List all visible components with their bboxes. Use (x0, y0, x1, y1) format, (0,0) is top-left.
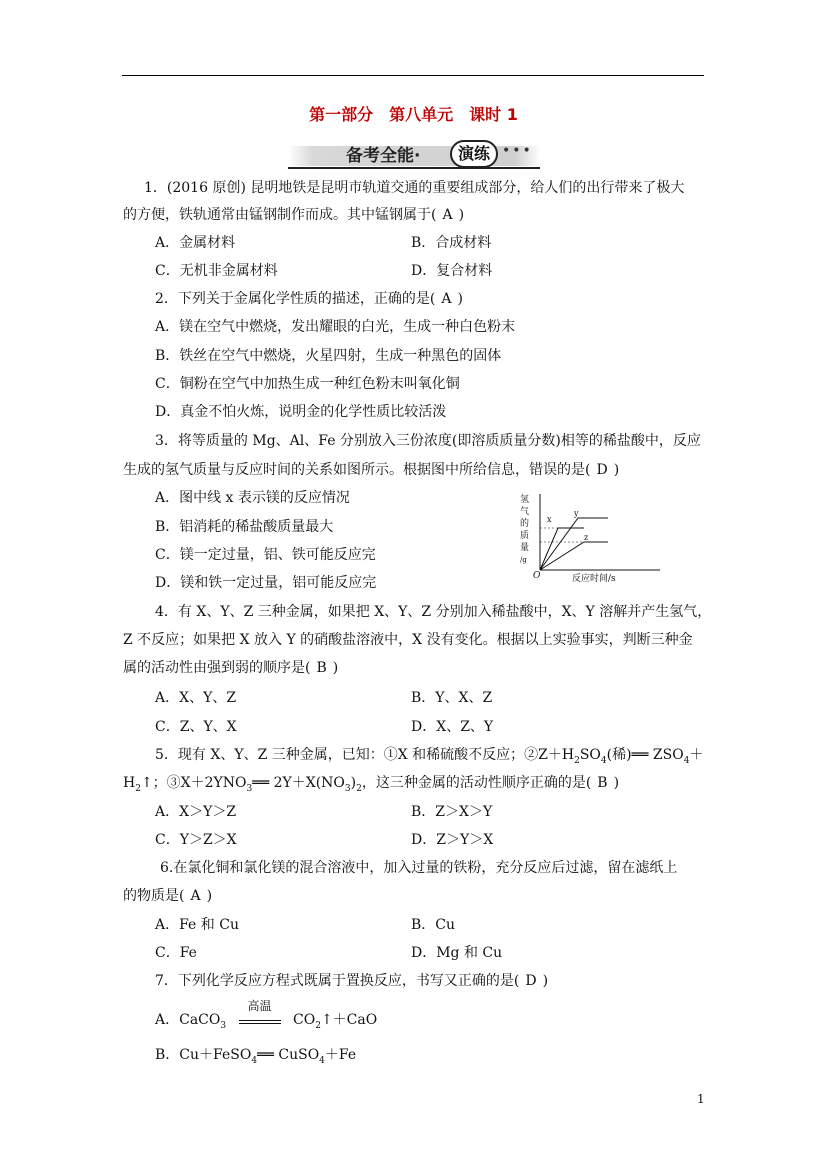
q2-close: ) (457, 291, 463, 307)
q7-a-sub2: 2 (315, 1020, 321, 1031)
q6-option-c: C．Fe (155, 945, 197, 961)
q5-option-b: B．Z＞X＞Y (411, 804, 493, 820)
q5-l1-sub3: 4 (683, 755, 690, 766)
q6-close: ) (206, 888, 213, 904)
q5-line2 (123, 773, 619, 799)
q4-close: ) (332, 660, 339, 676)
q2-option-c: C．铜粉在空气中加热生成一种红色粉末叫氧化铜 (155, 376, 460, 392)
q5-l2-i: ，这三种金属的活动性顺序正确的是( (361, 775, 592, 791)
q5-option-c: C．Y＞Z＞X (155, 832, 237, 848)
q6-line2 (123, 886, 212, 906)
q5-close: ) (613, 775, 620, 791)
q4-answer: B (316, 660, 327, 676)
q5-line1 (155, 745, 703, 771)
q5-option-a: A．X＞Y＞Z (155, 804, 237, 820)
q5-l1-sub1: 2 (574, 755, 580, 766)
q5-l2-sub4: 2 (356, 783, 362, 794)
q2-stem-text: 2．下列关于金属化学性质的描述，正确的是( (155, 291, 436, 307)
q4-option-b: B．Y、X、Z (411, 690, 493, 706)
q5-l1-c: SO (579, 747, 601, 763)
q7-a-sub1: 3 (220, 1020, 227, 1031)
q3-option-a: A．图中线 x 表示镁的反应情况 (155, 490, 350, 506)
graph-label-z: z (584, 533, 589, 542)
q5-l1-g: ＋ (689, 747, 704, 763)
page-number: 1 (697, 1092, 705, 1106)
graph-origin: O (533, 571, 541, 581)
q2-answer: A (441, 291, 452, 307)
graph-ylabel-5: 量 (520, 543, 530, 553)
practice-banner (288, 140, 540, 170)
q5-option-d: D．Z＞Y＞X (411, 832, 494, 848)
q7-close: ) (542, 973, 549, 989)
hydrogen-mass-graph (512, 492, 662, 592)
q7-stem (155, 971, 548, 991)
q6-option-a: A．Fe 和 Cu (155, 917, 239, 933)
q7-a-arrow (239, 999, 281, 1024)
q3-line2 (123, 460, 619, 480)
q1-line2 (123, 205, 464, 225)
q7-a-product2: ↑＋CaO (320, 1012, 378, 1028)
q7-b-sub1: 4 (251, 1055, 258, 1066)
q7-stem-text: 7．下列化学反应方程式既属于置换反应，书写又正确的是( (155, 973, 520, 989)
q3-line1: 3．将等质量的 Mg、Al、Fe 分别放入三份浓度(即溶质质量分数)相等的稀盐酸中，反应 (155, 433, 701, 449)
q3-option-c: C．镁一定过量，铝、铁可能反应完 (155, 547, 376, 563)
q7-a-reactant: A．CaCO (155, 1012, 221, 1028)
q1-close: ) (458, 207, 465, 223)
q6-answer: A (190, 888, 201, 904)
q7-option-a (155, 999, 378, 1036)
graph-xlabel: 反应时间/s (572, 574, 616, 584)
graph-line-y (540, 518, 608, 570)
q2-option-d: D．真金不怕火炼，说明金的化学性质比较活泼 (155, 404, 447, 420)
q1-stem-end: 的方便，铁轨通常由锰钢制作而成。其中锰钢属于( (123, 207, 437, 223)
q5-l2-g: ) (350, 775, 357, 791)
q7-answer: D (525, 973, 537, 989)
q6-option-b: B．Cu (411, 917, 456, 933)
q4-stem-end: 属的活动性由强到弱的顺序是( (123, 660, 311, 676)
q5-l2-sub1: 2 (135, 783, 141, 794)
q5-l1-a: 5．现有 X、Y、Z 三种金属，已知：①X 和稀硫酸不反应；②Z＋H (155, 747, 575, 763)
q5-l1-e: (稀)══ ZSO (606, 747, 684, 763)
q1-option-c: C．无机非金属材料 (155, 263, 278, 279)
q2-option-a: A．镁在空气中燃烧，发出耀眼的白光，生成一种白色粉末 (155, 319, 516, 335)
graph-ylabel-2: 气 (520, 507, 530, 517)
q4-option-d: D．X、Z、Y (411, 719, 494, 735)
q5-l2-a: H (123, 775, 136, 791)
q5-l2-sub2: 3 (246, 783, 253, 794)
q7-b-product: ＋Fe (324, 1047, 357, 1063)
q5-l2-sub3: 3 (344, 783, 351, 794)
q4-line1: 4．有 X、Y、Z 三种金属，如果把 X、Y、Z 分别加入稀盐酸中，X、Y 溶解并产生氢气， (155, 604, 712, 620)
q7-b-reactant: B．Cu＋FeSO (155, 1047, 252, 1063)
q5-answer: B (597, 775, 608, 791)
banner-text: 备考全能· (346, 146, 421, 166)
q2-stem (155, 289, 463, 309)
q3-close: ) (613, 462, 620, 478)
q5-l2-c: ↑；③X＋2YNO (140, 775, 247, 791)
banner-badge: 演练 (450, 140, 498, 168)
graph-ylabel-6: /g (520, 556, 527, 564)
q7-a-equals (239, 1020, 281, 1024)
page-title: 第一部分 第八单元 课时 1 (309, 105, 518, 124)
graph-label-x: x (547, 515, 552, 524)
banner-underline (288, 167, 540, 169)
q3-answer: D (596, 462, 608, 478)
q4-option-c: C．Z、Y、X (155, 719, 237, 735)
q2-option-b: B．铁丝在空气中燃烧，火星四射，生成一种黑色的固体 (155, 348, 502, 364)
q7-option-b (155, 1045, 356, 1071)
q1-option-d: D．复合材料 (411, 263, 493, 279)
q5-l2-e: ══ 2Y＋X(NO (252, 775, 345, 791)
q6-stem-end: 的物质是( (123, 888, 185, 904)
q1-answer: A (442, 207, 453, 223)
q3-option-b: B．铝消耗的稀盐酸质量最大 (155, 519, 334, 535)
q5-l1-sub2: 4 (600, 755, 607, 766)
q7-b-mid: ══ CuSO (257, 1047, 320, 1063)
q3-option-d: D．镁和铁一定过量，铝可能反应完 (155, 575, 377, 591)
q7-b-sub2: 4 (319, 1055, 325, 1066)
graph-line-x (540, 528, 584, 570)
top-rule (122, 75, 704, 76)
q1-option-b: B．合成材料 (411, 235, 492, 251)
graph-ylabel-3: 的 (520, 519, 530, 529)
graph-label-y: y (574, 509, 579, 518)
graph-ylabel-4: 质 (520, 531, 530, 541)
q7-a-condition: 高温 (247, 999, 272, 1013)
q4-line2: Z 不反应；如果把 X 放入 Y 的硝酸盐溶液中，X 没有变化。根据以上实验事实，判断三种金 (123, 632, 693, 648)
q6-option-d: D．Mg 和 Cu (411, 945, 503, 961)
q3-stem-end: 生成的氢气质量与反应时间的关系如图所示。根据图中所给信息，错误的是( (123, 462, 591, 478)
q7-a-product1: CO (293, 1012, 316, 1028)
banner-dots: ••• (502, 143, 533, 159)
graph-ylabel-1: 氢 (520, 495, 530, 505)
q4-line3 (123, 658, 338, 678)
q6-line1: 6.在氯化铜和氯化镁的混合溶液中，加入过量的铁粉，充分反应后过滤，留在滤纸上 (160, 860, 678, 876)
q1-option-a: A．金属材料 (155, 235, 236, 251)
q4-option-a: A．X、Y、Z (155, 690, 237, 706)
q1-line1: 1．(2016 原创) 昆明地铁是昆明市轨道交通的重要组成部分，给人们的出行带来了极大 (144, 180, 685, 196)
